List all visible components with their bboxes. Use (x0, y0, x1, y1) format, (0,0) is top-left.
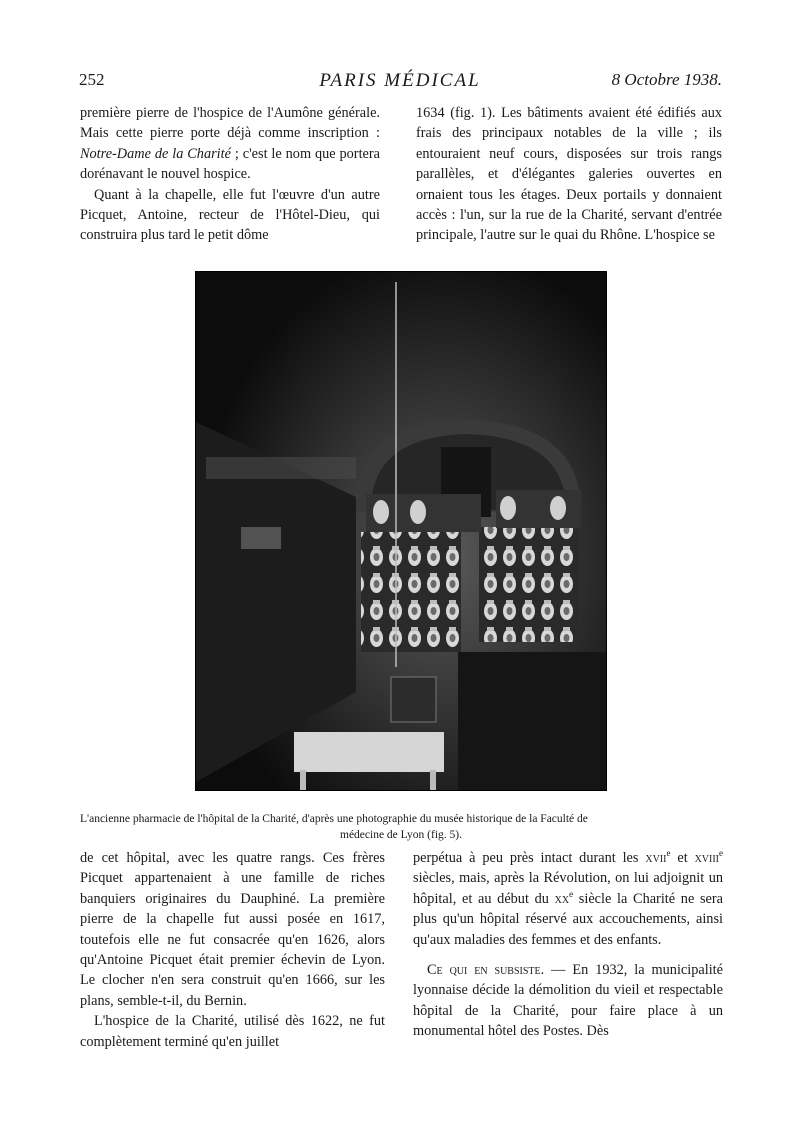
pharmacy-photograph (195, 271, 607, 791)
column-bottom-left (80, 848, 385, 1052)
column-top-right (416, 103, 722, 246)
section-heading: Ce qui en subsiste. (427, 962, 545, 979)
paragraph: Ce qui en subsiste. — En 1932, la municipalité lyonnaise décide la démolition du vieil et respectable hôpital de la Charité, pour faire place à un monumental hôtel des Postes. Dès (413, 962, 724, 1040)
column-bottom-right (413, 848, 723, 1042)
paragraph: de cet hôpital, avec les quatre rangs. Ces frères Picquet appartenaient à une famille de riches banquiers originaires du Dauphiné. La première pierre de la chapelle fut aussi posée en 1617, toutefois elle ne fut consacrée qu'en 1626, alors qu'Antoine Picquet était premier échevin de Lyon. Le clocher n'en sera construit qu'en 1666, sur les plans, semble-t-il, du Bernin. (80, 850, 385, 1009)
figure-caption (80, 811, 722, 843)
paragraph: Quant à la chapelle, elle fut l'œuvre d'un autre Picquet, Antoine, recteur de l'Hôtel-Dieu, qui construira plus tard le petit dôme (80, 186, 380, 244)
caption-line: L'ancienne pharmacie de l'hôpital de la Charité, d'après une photographie du musée historique de la Faculté de (80, 813, 588, 825)
paragraph: perpétua à peu près intact durant les xvii$^e$ et xviii$^e$ siècles, mais, après la Révolution, on lui adjoignit un hôpital, et au début du $xx^e$ siècle la Charité ne sera plus qu'un hôpital réservé aux accouchements, ainsi qu'aux maladies des femmes et des enfants. (413, 848, 724, 948)
paragraph: 1634 (fig. 1). Les bâtiments avaient été édifiés aux frais des principaux notables de la ville ; ils entouraient neuf cours, disposées sur trois rangs parallèles, et d'élégantes galeries ouvertes en ornaient tous les étages. Deux portails y donnaient accès : l'un, sur la rue de la Charité, servant d'entrée principale, l'autre sur le quai du Rhône. L'hospice se (416, 105, 722, 244)
caption-line: médecine de Lyon (fig. 5). (340, 829, 462, 841)
paragraph: L'hospice de la Charité, utilisé dès 1622, ne fut complètement terminé qu'en juillet (80, 1013, 385, 1050)
journal-title: PARIS MÉDICAL (319, 70, 481, 91)
column-top-left (80, 103, 380, 246)
paragraph: première pierre de l'hospice de l'Aumône générale. Mais cette pierre porte déjà comme inscription : Notre-Dame de la Charité ; c'est le nom que portera dorénavant le nouvel hospice. (80, 105, 380, 183)
issue-date: 8 Octobre 1938. (611, 70, 722, 89)
page-number: 252 (79, 70, 105, 89)
